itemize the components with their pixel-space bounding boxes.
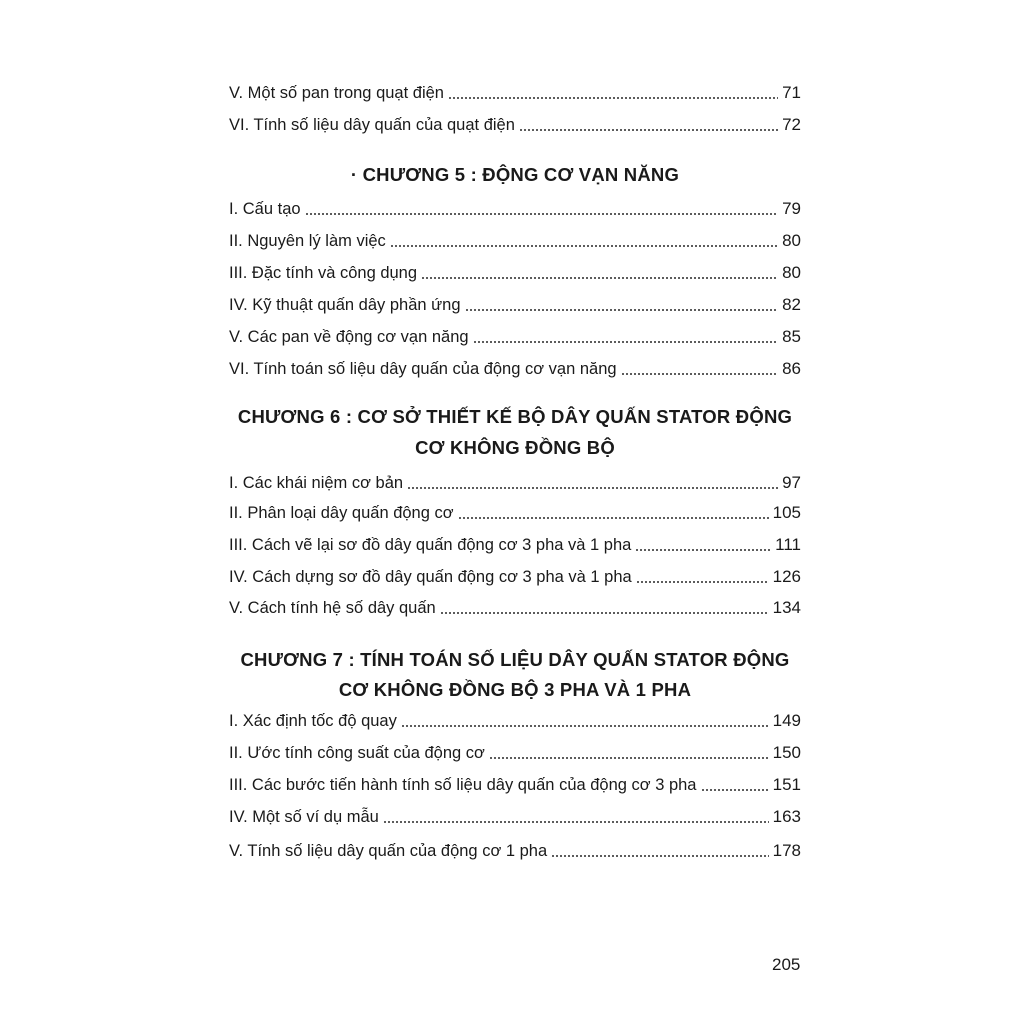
toc-entry-title: IV. Cách dựng sơ đồ dây quấn động cơ 3 pha và 1 pha <box>229 568 632 586</box>
chapter-heading-continued: CƠ KHÔNG ĐỒNG BỘ 3 PHA VÀ 1 PHA <box>338 679 692 700</box>
dot-leader <box>448 97 778 99</box>
dot-leader <box>636 581 769 583</box>
dot-leader <box>421 277 778 279</box>
dot-leader <box>458 517 769 519</box>
toc-entry-title: I. Xác định tốc độ quay <box>229 712 397 730</box>
toc-entry-page: 151 <box>772 775 801 794</box>
toc-entry[interactable] <box>229 774 801 796</box>
toc-entry[interactable] <box>229 114 801 136</box>
chapter-heading-continued: CƠ KHÔNG ĐỒNG BỘ <box>415 437 615 458</box>
toc-entry[interactable] <box>229 230 801 252</box>
toc-entry[interactable] <box>229 472 801 494</box>
toc-entry-page: 126 <box>772 567 801 586</box>
toc-entry[interactable] <box>229 597 801 619</box>
toc-entry-title: VI. Tính số liệu dây quấn của quạt điện <box>229 116 515 134</box>
dot-leader <box>551 855 768 857</box>
toc-entry[interactable] <box>229 710 801 732</box>
chapter-heading: · CHƯƠNG 5 : ĐỘNG CƠ VẠN NĂNG <box>350 164 680 185</box>
toc-entry-page: 163 <box>772 807 801 826</box>
toc-entry-title: II. Ước tính công suất của động cơ <box>229 744 485 762</box>
dot-leader <box>305 213 779 215</box>
dot-leader <box>440 612 769 614</box>
toc-entry-title: V. Một số pan trong quạt điện <box>229 84 444 102</box>
dot-leader <box>390 245 778 247</box>
toc-entry-title: I. Cấu tạo <box>229 200 301 218</box>
toc-entry[interactable] <box>229 358 801 380</box>
toc-entry-title: III. Cách vẽ lại sơ đồ dây quấn động cơ 3 pha và 1 pha <box>229 536 632 554</box>
toc-entry-page: 79 <box>782 199 801 218</box>
chapter-heading: CHƯƠNG 6 : CƠ SỞ THIẾT KẾ BỘ DÂY QUẤN STATOR ĐỘNG <box>237 406 793 427</box>
toc-entry-page: 71 <box>782 83 801 102</box>
toc-entry-page: 105 <box>772 503 801 522</box>
toc-entry-title: II. Nguyên lý làm việc <box>229 232 386 250</box>
dot-leader <box>489 757 769 759</box>
toc-entry-page: 111 <box>775 535 801 554</box>
page-number: 205 <box>772 955 801 974</box>
toc-entry[interactable] <box>229 294 801 316</box>
toc-entry-title: IV. Kỹ thuật quấn dây phần ứng <box>229 296 461 314</box>
dot-leader <box>383 821 769 823</box>
toc-entry-page: 134 <box>772 598 801 617</box>
toc-entry-title: VI. Tính toán số liệu dây quấn của động cơ vạn năng <box>229 360 617 378</box>
toc-entry-title: V. Cách tính hệ số dây quấn <box>229 599 436 617</box>
toc-entry[interactable] <box>229 502 801 524</box>
dot-leader <box>701 789 769 791</box>
toc-entry-page: 86 <box>782 359 801 378</box>
dot-leader <box>635 549 771 551</box>
toc-entry[interactable] <box>229 806 801 828</box>
toc-entry-title: V. Tính số liệu dây quấn của động cơ 1 pha <box>229 842 548 860</box>
toc-entry-page: 178 <box>772 841 801 860</box>
toc-entry[interactable] <box>229 534 801 556</box>
toc-entry[interactable] <box>229 82 801 104</box>
toc-entry-title: IV. Một số ví dụ mẫu <box>229 808 379 826</box>
dot-leader <box>519 129 778 131</box>
toc-entry-title: III. Các bước tiến hành tính số liệu dây quấn của động cơ 3 pha <box>229 776 697 794</box>
dot-leader <box>401 725 769 727</box>
toc-entry-title: III. Đặc tính và công dụng <box>229 264 418 282</box>
toc-entry[interactable] <box>229 326 801 348</box>
toc-entry-page: 80 <box>782 263 801 282</box>
dot-leader <box>407 487 778 489</box>
toc-entry[interactable] <box>229 840 801 862</box>
toc-entry-page: 85 <box>782 327 801 346</box>
toc-entry[interactable] <box>229 566 801 588</box>
toc-entry[interactable] <box>229 262 801 284</box>
dot-leader <box>621 373 779 375</box>
toc-entry-page: 82 <box>782 295 801 314</box>
toc-entry[interactable] <box>229 198 801 220</box>
toc-entry-title: V. Các pan về động cơ vạn năng <box>229 328 469 346</box>
toc-entry-title: I. Các khái niệm cơ bản <box>229 474 404 492</box>
toc-entry[interactable] <box>229 742 801 764</box>
chapter-heading: CHƯƠNG 7 : TÍNH TOÁN SỐ LIỆU DÂY QUẤN STATOR ĐỘNG <box>240 649 790 670</box>
dot-leader <box>465 309 779 311</box>
toc-entry-page: 149 <box>772 711 801 730</box>
toc-entry-title: II. Phân loại dây quấn động cơ <box>229 504 454 522</box>
toc-entry-page: 150 <box>772 743 801 762</box>
toc-entry-page: 97 <box>782 473 801 492</box>
toc-entry-page: 72 <box>782 115 801 134</box>
dot-leader <box>473 341 779 343</box>
toc-entry-page: 80 <box>782 231 801 250</box>
